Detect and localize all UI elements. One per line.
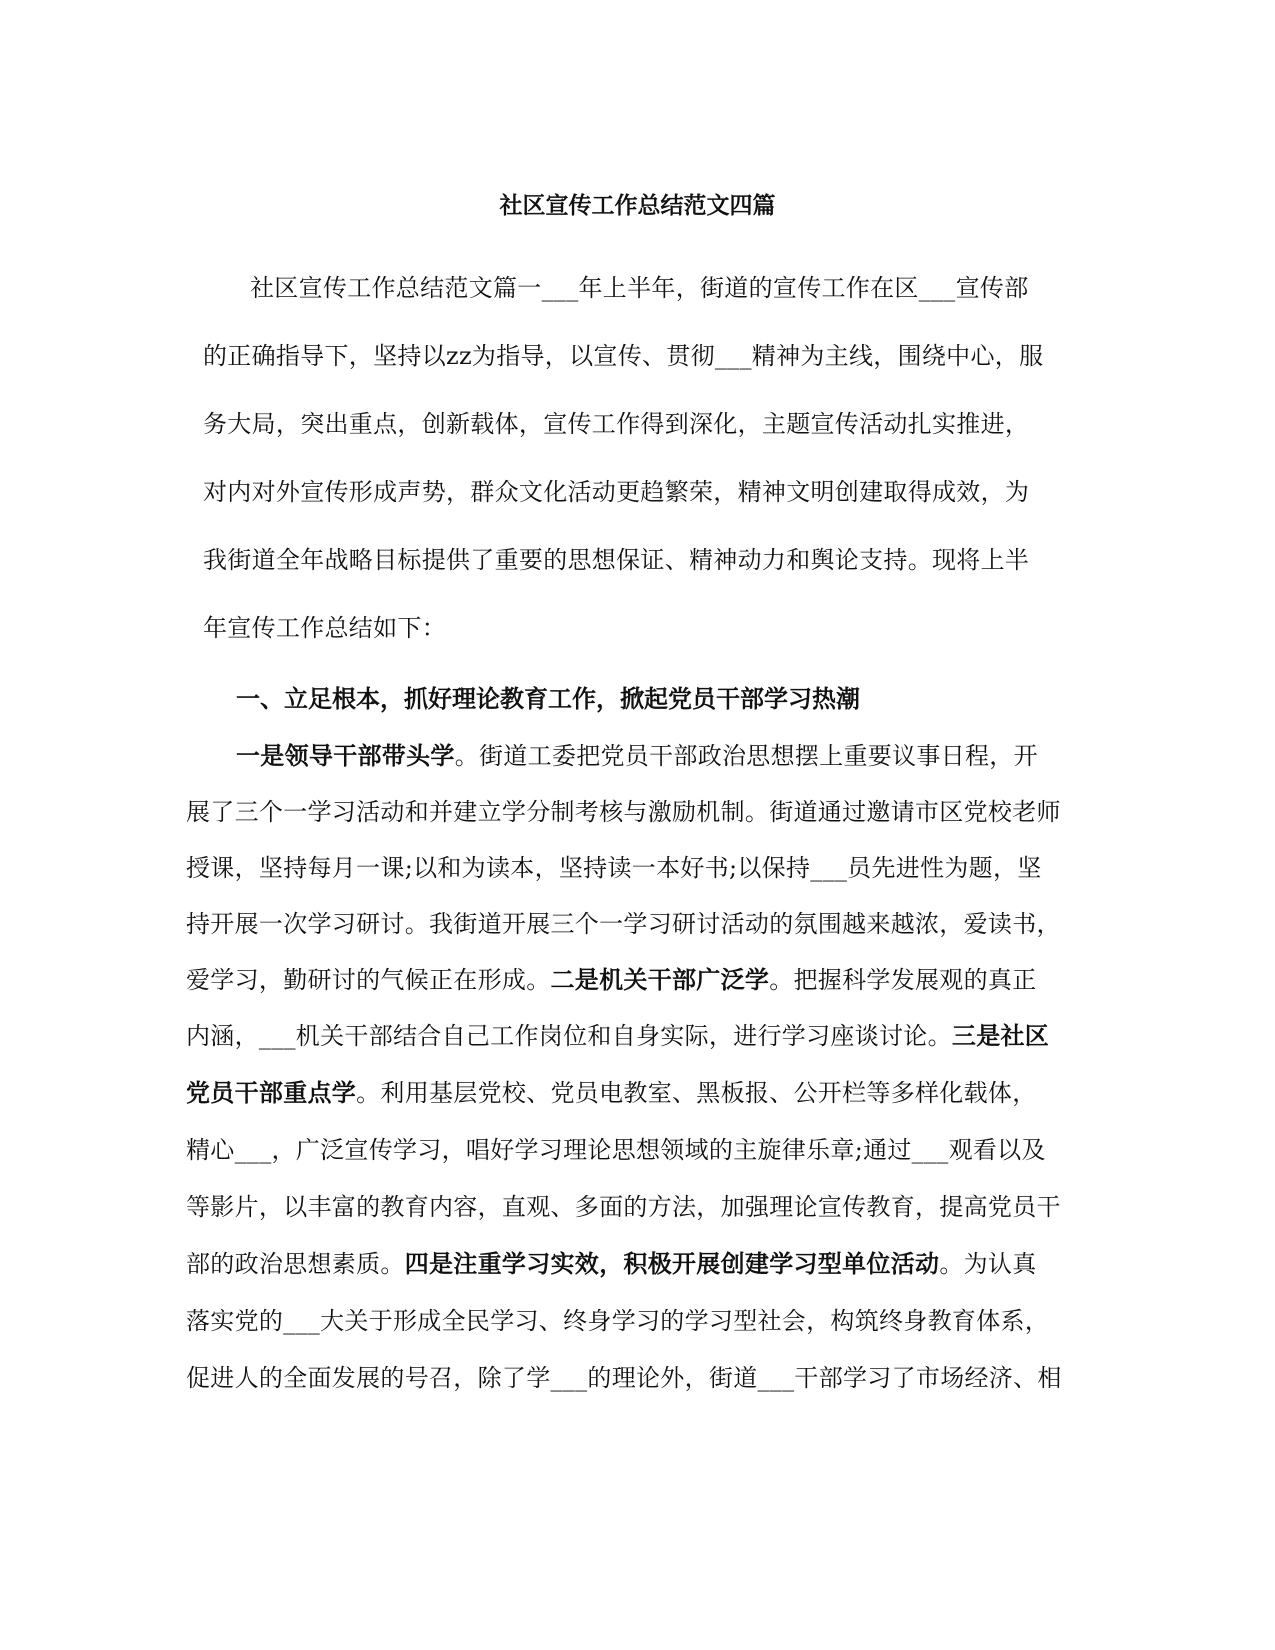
body-line-10 <box>186 1248 1037 1280</box>
intro-line-2: 的正确指导下，坚持以zz为指导，以宣传、贯彻___精神为主线，围绕中心，服 <box>203 342 1044 370</box>
body-line-12: 促进人的全面发展的号召，除了学___的理论外，街道___干部学习了市场经济、相 <box>186 1364 1062 1392</box>
intro-line-5: 我街道全年战略目标提供了重要的思想保证、精神动力和舆论支持。现将上半 <box>203 546 1030 574</box>
bold-phrase: 二是机关干部广泛学 <box>550 965 770 994</box>
bold-phrase: 党员干部重点学 <box>186 1078 357 1107</box>
document-title: 社区宣传工作总结范文四篇 <box>499 192 776 219</box>
body-text: 。街道工委把党员干部政治思想摆上重要议事日程，开 <box>454 742 1038 770</box>
body-text: 。为认真 <box>939 1250 1037 1278</box>
body-line-4: 持开展一次学习研讨。我街道开展三个一学习研讨活动的氛围越来越浓，爱读书， <box>186 910 1061 938</box>
body-text: 部的政治思想素质。 <box>186 1250 405 1278</box>
body-text: 内涵，___机关干部结合自己工作岗位和自身实际，进行学习座谈讨论。 <box>186 1022 952 1050</box>
bold-phrase: 一是领导干部带头学 <box>236 741 455 770</box>
intro-line-3: 务大局，突出重点，创新载体，宣传工作得到深化，主题宣传活动扎实推进， <box>203 410 1030 438</box>
body-text: 。把握科学发展观的真正 <box>769 966 1037 994</box>
intro-line-4: 对内对外宣传形成声势，群众文化活动更趋繁荣，精神文明创建取得成效，为 <box>203 478 1030 506</box>
body-line-5 <box>186 964 1037 996</box>
section-1-heading: 一、立足根本，抓好理论教育工作，掀起党员干部学习热潮 <box>236 684 860 713</box>
body-line-7 <box>186 1077 1037 1109</box>
body-line-6 <box>186 1020 1049 1052</box>
body-text: 爱学习，勤研讨的气候正在形成。 <box>186 966 551 994</box>
intro-line-6: 年宣传工作总结如下： <box>203 614 446 642</box>
body-line-9: 等影片，以丰富的教育内容，直观、多面的方法，加强理论宣传教育，提高党员干 <box>186 1193 1061 1221</box>
bold-phrase: 四是注重学习实效，积极开展创建学习型单位活动 <box>404 1249 940 1278</box>
body-line-2: 展了三个一学习活动和并建立学分制考核与激励机制。街道通过邀请市区党校老师 <box>186 798 1061 826</box>
body-line-8: 精心___，广泛宣传学习，唱好学习理论思想领域的主旋律乐章;通过___观看以及 <box>186 1136 1046 1164</box>
intro-line-1: 社区宣传工作总结范文篇一___年上半年，街道的宣传工作在区___宣传部 <box>250 274 1029 302</box>
bold-phrase: 三是社区 <box>951 1021 1050 1050</box>
body-line-1 <box>236 740 1038 772</box>
body-text: 。利用基层党校、党员电教室、黑板报、公开栏等多样化载体， <box>356 1079 1037 1107</box>
body-line-11: 落实党的___大关于形成全民学习、终身学习的学习型社会，构筑终身教育体系， <box>186 1307 1050 1335</box>
body-line-3: 授课，坚持每月一课;以和为读本，坚持读一本好书;以保持___员先进性为题，坚 <box>186 854 1042 882</box>
